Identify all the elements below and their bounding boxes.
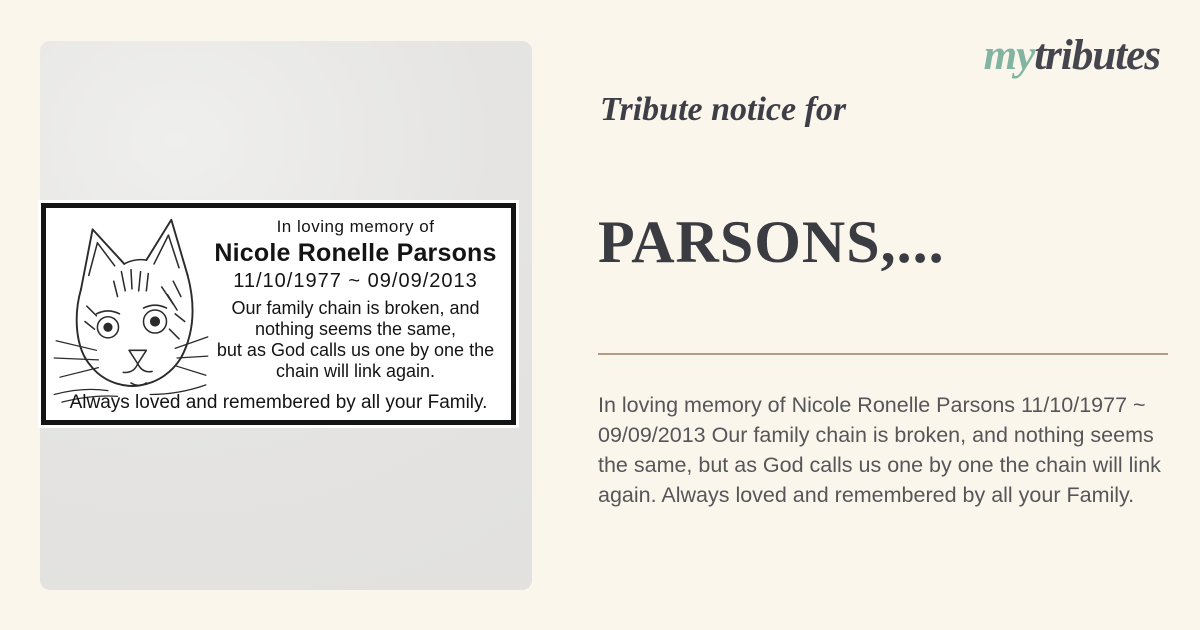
logo-my: my [983, 32, 1035, 79]
notice-intro: In loving memory of [276, 217, 435, 236]
notice-text-block [206, 216, 505, 382]
tribute-eyebrow: Tribute notice for [600, 91, 847, 128]
divider-rule [598, 353, 1168, 355]
cat-sketch-illustration [50, 214, 212, 406]
notice-footer: Always loved and remembered by all your Family. [69, 392, 488, 413]
poem-line: but as God calls us one by one the [216, 340, 495, 360]
poem-line: chain will link again. [275, 361, 436, 381]
poem-line: nothing seems the same, [254, 319, 457, 339]
poem-line: Our family chain is broken, and [231, 298, 480, 318]
notice-deceased-name: Nicole Ronelle Parsons [214, 239, 497, 267]
notice-image-panel [40, 41, 532, 590]
page-title: PARSONS,... [598, 209, 945, 275]
memorial-notice [41, 203, 516, 425]
notice-poem [206, 298, 505, 382]
tribute-summary: In loving memory of Nicole Ronelle Parsons 11/10/1977 ~ 09/09/2013 Our family chain is broken, and nothing seems the same, but as God calls us one by one the chain will link again. Always loved and remembered by all your Family. [598, 393, 1161, 507]
mytributes-logo[interactable] [984, 34, 1160, 77]
logo-tributes: tributes [1034, 32, 1160, 79]
notice-dates: 11/10/1977 ~ 09/09/2013 [233, 270, 478, 292]
